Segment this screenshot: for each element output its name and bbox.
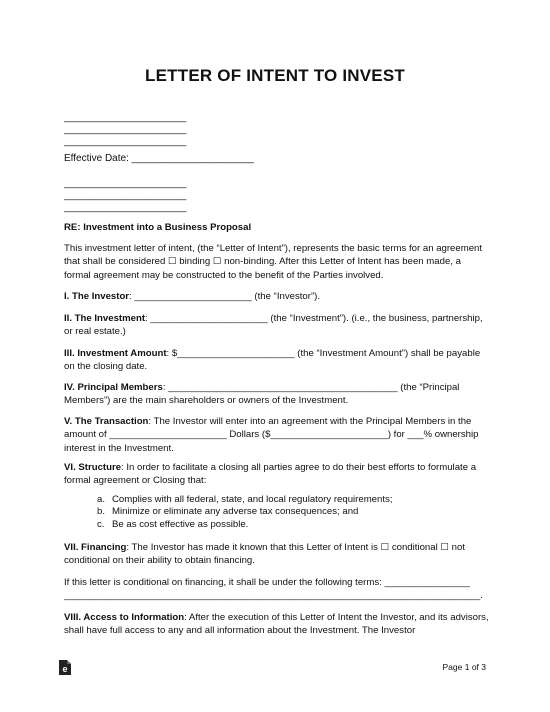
address-line: ______________________ (64, 202, 187, 213)
intro-paragraph: This investment letter of intent, (the “Letter of Intent”), represents the basic terms for an agreement that shall be considered ☐ binding ☐ non-binding. After this Letter of Intent has been made, a formal agreement may be constructed to the benefit of the Parties involved. (64, 243, 483, 281)
section-structure (64, 461, 489, 488)
svg-text:e: e (62, 664, 68, 674)
address-line: ______________________ (64, 112, 187, 123)
section-financing (64, 541, 489, 568)
section-body: : In order to facilitate a closing all parties agree to do their best efforts to formulate a formal agreement or Closing that: (64, 462, 477, 487)
address-line: ______________________ (64, 190, 187, 201)
list-item (97, 494, 393, 506)
list-text: Complies with all federal, state, and local regulatory requirements; (112, 494, 393, 505)
section-body: : The Investor has made it known that this Letter of Intent is ☐ conditional ☐ not conditional on their ability to obtain financing. (64, 542, 465, 567)
list-marker: b. (97, 506, 106, 518)
section-heading: II. The Investment (64, 313, 146, 324)
section-body: : ___________________________________________ (the “Principal Members”) are the main shareholders or owners of the Investment. (64, 382, 460, 407)
list-item (97, 506, 393, 518)
address-line: ______________________ (64, 124, 187, 135)
section-access-to-information (64, 611, 489, 638)
section-body: : $______________________ (the “Investment Amount”) shall be payable on the closing date. (64, 348, 481, 373)
section-heading: I. The Investor (64, 291, 130, 302)
section-body: : After the execution of this Letter of Intent the Investor, and its advisors, shall have full access to any and all information about the Investment. The Investor (64, 612, 489, 637)
section-principal-members (64, 381, 489, 408)
section-investment (64, 312, 489, 339)
section-body: : ______________________ (the “Investment”). (i.e., the business, partnership, or real estate.) (64, 313, 483, 338)
page-number: Page 1 of 3 (442, 662, 486, 672)
list-marker: a. (97, 494, 106, 505)
effective-date: Effective Date: ______________________ (64, 153, 254, 164)
list-item (97, 519, 393, 531)
structure-list (97, 494, 393, 531)
address-line: ______________________ (64, 178, 187, 189)
financing-terms: If this letter is conditional on financing, it shall be under the following terms: ________________ ______________________________________________________________________________. (64, 577, 483, 602)
section-investor (64, 290, 489, 303)
address-line: ______________________ (64, 136, 187, 147)
list-text: Minimize or eliminate any adverse tax consequences; and (112, 506, 359, 518)
section-investment-amount (64, 347, 489, 374)
section-transaction (64, 415, 489, 455)
section-heading: VII. Financing (64, 542, 127, 553)
list-text: Be as cost effective as possible. (112, 518, 249, 530)
section-heading: VI. Structure (64, 462, 122, 473)
section-body: : The Investor will enter into an agreement with the Principal Members in the amount of ______________________ Dollars ($______________________) for ___% ownership interest in the Investment. (64, 416, 479, 454)
section-heading: III. Investment Amount (64, 348, 167, 359)
section-heading: VIII. Access to Information (64, 612, 185, 623)
section-body: : ______________________ (the “Investor”). (129, 291, 320, 302)
document-title: LETTER OF INTENT TO INVEST (145, 66, 405, 85)
list-marker: c. (97, 518, 105, 530)
re-line: RE: Investment into a Business Proposal (64, 222, 252, 233)
document-logo-icon (58, 659, 72, 676)
section-heading: V. The Transaction (64, 416, 149, 427)
section-heading: IV. Principal Members (64, 382, 163, 393)
